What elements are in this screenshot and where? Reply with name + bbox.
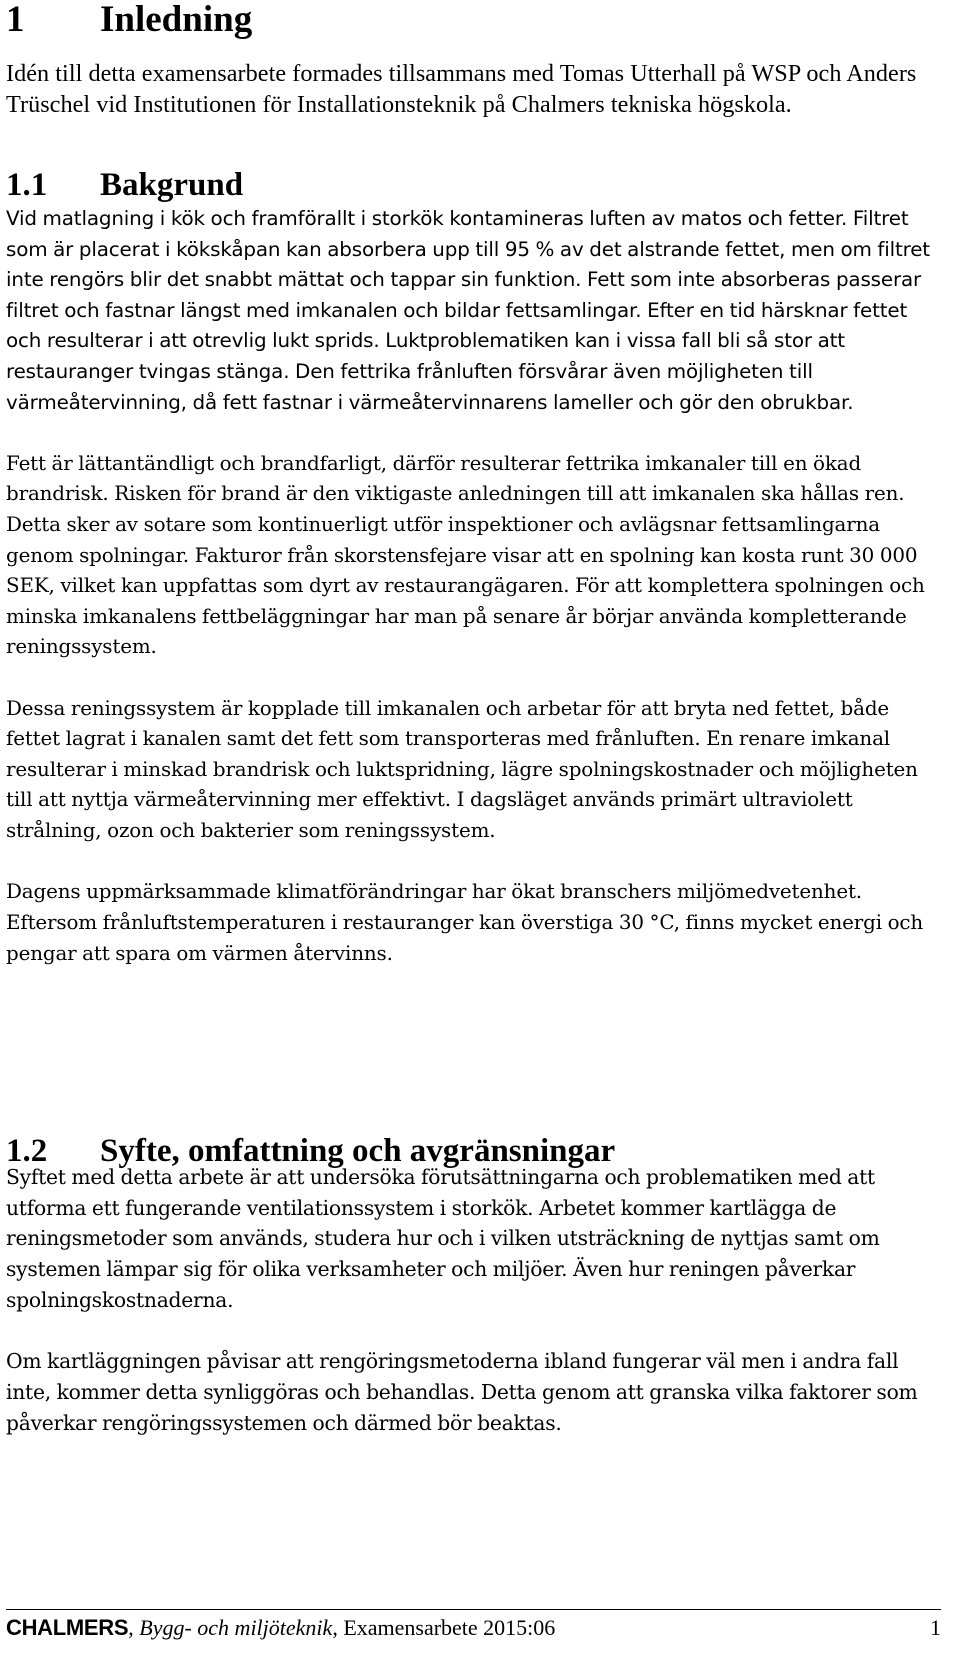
paragraph: Dessa reningssystem är kopplade till imkanalen och arbetar för att bryta ned fettet, både fettet lagrat i kanalen samt det fett som transporteras med frånluften. En renare imkanal resulterar i minskad brandrisk och luktspridning, lägre spolningskostnader och möjligheten till att nyttja värmeåtervinning mer effektivt. I dagsläget används primärt ultraviolett strålning, ozon och bakterier som reningssystem. bbox=[6, 696, 918, 843]
section-title: Syfte, omfattning och avgränsningar bbox=[100, 1133, 616, 1169]
paragraph: Fett är lättantändligt och brandfarligt, därför resulterar fettrika imkanaler till en ökad brandrisk. Risken för brand är den viktigaste anledningen till att imkanalen ska hållas ren. Detta sker av sotare som kontinuerligt utför inspektioner och avlägsnar fettsamlingarna genom spolningar. Fakturor från skorstensfejare visar att en spolning kan kosta runt 30 000 SEK, vilket kan uppfattas som dyrt av restaurangägaren. För att komplettera spolningen och minska imkanalens fettbeläggningar har man på senare år börjar använda kompletterande reningssystem. bbox=[6, 451, 925, 659]
footer-separator: , bbox=[128, 1615, 140, 1640]
footer-department: Bygg- och miljöteknik bbox=[139, 1615, 333, 1640]
chapter-title: Inledning bbox=[100, 0, 253, 40]
paragraph: Dagens uppmärksammade klimatförändringar har ökat branschers miljömedvetenhet. Eftersom frånluftstemperaturen i restauranger kan överstiga 30 °C, finns mycket energi och pengar att spara om värmen återvinns. bbox=[6, 880, 924, 965]
section-heading-bakgrund bbox=[6, 165, 243, 205]
paragraph: Syftet med detta arbete är att undersöka förutsättningarna och problematiken med att utforma ett fungerande ventilationssystem i storkök. Arbetet kommer kartlägga de reningsmetoder som används, studera hur och i vilken utsträckning de nyttjas samt om systemen lämpar sig för olika verksamheter och miljöer. Även hur reningen påverkar spolningskostnaderna. bbox=[6, 1165, 880, 1312]
section-number: 1.1 bbox=[6, 167, 48, 203]
footer-brand: CHALMERS bbox=[6, 1615, 129, 1640]
section-number: 1.2 bbox=[6, 1133, 48, 1169]
paragraph: Om kartläggningen påvisar att rengöringsmetoderna ibland fungerar väl men i andra fall inte, kommer detta synliggöras och behandlas. Detta genom att granska vilka faktorer som påverkar rengöringssystemen och därmed bör beaktas. bbox=[6, 1349, 918, 1435]
section-body-bakgrund bbox=[6, 204, 946, 1000]
paragraph: Vid matlagning i kök och framförallt i storkök kontamineras luften av matos och fetter. Filtret som är placerat i kökskåpan kan absorbera upp till 95 % av det alstrande fettet, men om filtret inte rengörs blir det snabbt mättat och tappar sin funktion. Fett som inte absorberas passerar filtret och fastnar längst med imkanalen och bildar fettsamlingar. Efter en tid härsknar fettet och resulterar i att otrevlig lukt sprids. Luktproblematiken kan i vissa fall bli så stor att restauranger tvingas stänga. Den fettrika frånluften försvårar även möjligheten till värmeåtervinning, då fett fastnar i värmeåtervinnarens lameller och gör den obrukbar. bbox=[6, 207, 930, 414]
chapter-heading bbox=[6, 0, 946, 40]
document-page bbox=[6, 0, 946, 1435]
page-footer bbox=[6, 1609, 941, 1646]
chapter-intro: Idén till detta examensarbete formades tillsammans med Tomas Utterhall på WSP och Anders Trüschel vid Institutionen för Installationsteknik på Chalmers tekniska högskola. bbox=[6, 60, 917, 118]
chapter-number: 1 bbox=[6, 0, 25, 40]
footer-report: , Examensarbete 2015:06 bbox=[332, 1615, 556, 1640]
section-body-syfte bbox=[6, 1162, 946, 1469]
section-title: Bakgrund bbox=[100, 167, 244, 203]
footer-text bbox=[128, 1615, 555, 1641]
page-number: 1 bbox=[930, 1615, 941, 1640]
